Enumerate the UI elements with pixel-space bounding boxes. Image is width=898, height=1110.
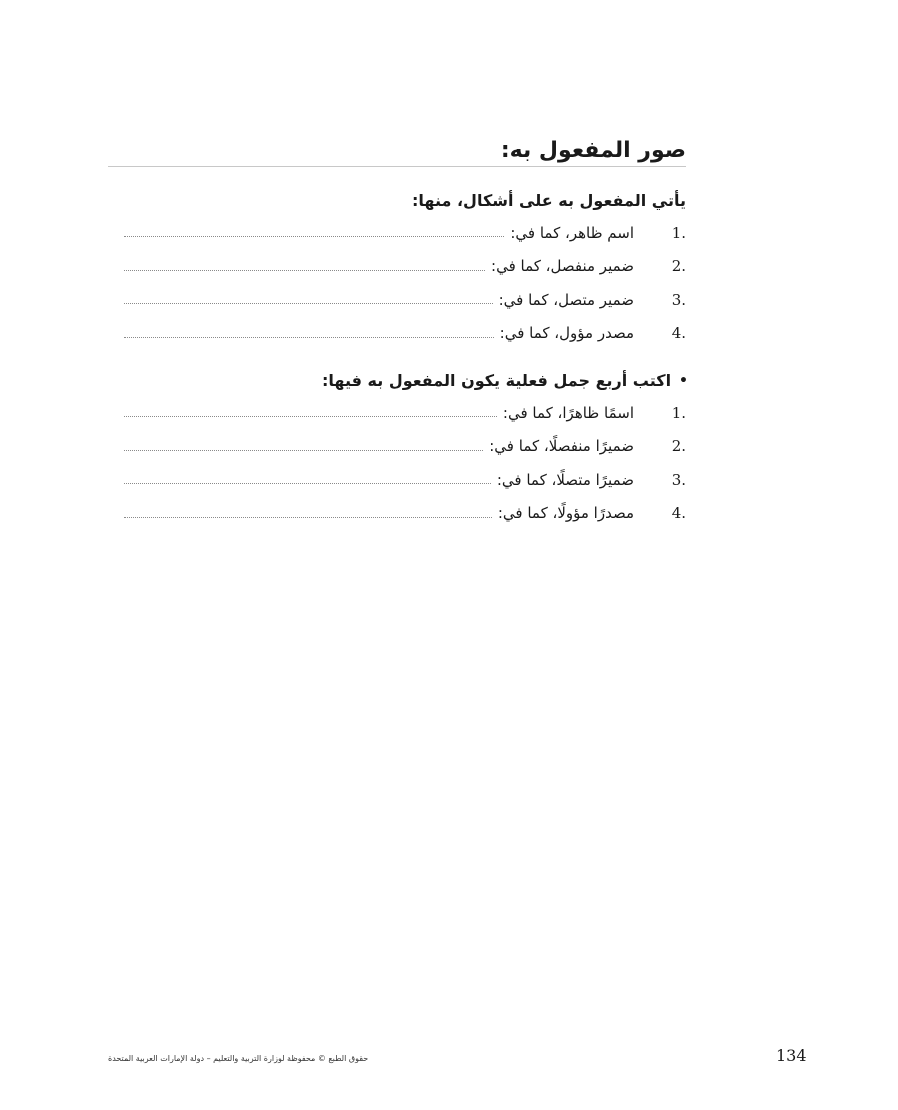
item-label: ضمير متصل، كما في: [498, 290, 634, 309]
item-number: 4. [671, 504, 686, 523]
list-item [116, 317, 686, 351]
section-exercise [116, 366, 686, 530]
page-number: 134 [776, 1046, 807, 1065]
list-item [116, 396, 686, 430]
item-number: 4. [671, 324, 686, 343]
list-item [116, 430, 686, 464]
item-number: 2. [671, 437, 686, 456]
page-title: صور المفعول به: [500, 138, 686, 163]
copyright-notice: حقوق الطبع © محفوظة لوزارة التربية والتعليم – دولة الإمارات العربية المتحدة [108, 1054, 369, 1063]
item-label: اسمًا ظاهرًا، كما في: [502, 403, 634, 422]
item-label: ضميرًا متصلًا، كما في: [496, 470, 634, 489]
answer-line[interactable] [124, 450, 483, 451]
title-divider [108, 166, 686, 167]
list-item [116, 463, 686, 497]
item-number: 3. [671, 290, 686, 309]
answer-line[interactable] [124, 483, 491, 484]
item-label: ضميرًا منفصلًا، كما في: [489, 437, 634, 456]
section-heading-text: اكتب أربع جمل فعلية يكون المفعول به فيها: [321, 371, 672, 390]
bullet-icon: • [679, 373, 688, 389]
item-number: 1. [671, 403, 686, 422]
item-label: مصدرًا مؤولًا، كما في: [497, 504, 634, 523]
item-label: ضمير منفصل، كما في: [491, 257, 634, 276]
list-item [116, 497, 686, 531]
item-label: مصدر مؤول، كما في: [499, 324, 634, 343]
section-heading [116, 366, 686, 396]
section-heading-text: يأتي المفعول به على أشكال، منها: [412, 191, 686, 210]
list-item [116, 216, 686, 250]
item-number: 3. [671, 470, 686, 489]
section-heading [116, 186, 686, 216]
answer-line[interactable] [124, 416, 497, 417]
answer-line[interactable] [124, 337, 494, 338]
answer-line[interactable] [124, 517, 492, 518]
answer-line[interactable] [124, 236, 504, 237]
section-forms [116, 186, 686, 350]
answer-line[interactable] [124, 303, 493, 304]
answer-line[interactable] [124, 270, 485, 271]
item-label: اسم ظاهر، كما في: [510, 223, 634, 242]
item-number: 2. [671, 257, 686, 276]
list-item [116, 250, 686, 284]
list-item [116, 283, 686, 317]
item-number: 1. [671, 223, 686, 242]
